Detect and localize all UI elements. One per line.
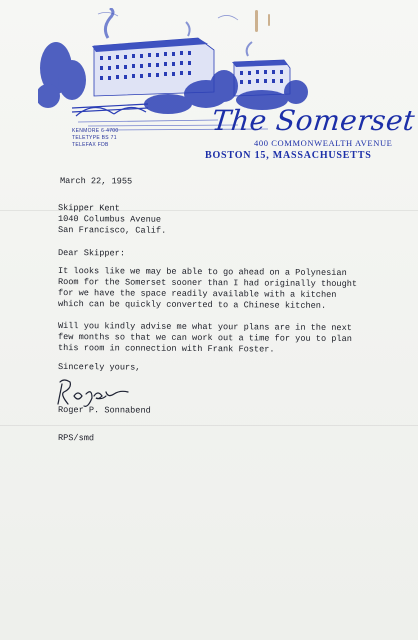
handwritten-signature [50,374,140,424]
signature-name: Roger P. Sonnabend [57,405,151,416]
paragraph1-line: Room for the Somerset sooner than I had originally thought [57,277,358,290]
phone-teletype: TELETYPE BS 71 [72,135,117,141]
hotel-name: The Somerset [210,104,417,137]
salutation: Dear Skipper: [57,248,126,259]
closing: Sincerely yours, [57,362,141,373]
phone-telefax: TELEFAX FDB [72,142,109,148]
city-address: BOSTON 15, MASSACHUSETTS [205,150,372,161]
paragraph2-line: few months so that we can work out a time for you to plan [57,332,352,345]
paragraph1-line: It looks like we may be able to go ahead on a Polynesian [57,266,347,279]
paragraph1-line: which can be quickly converted to a Chinese kitchen. [57,299,327,311]
paper-fold-line [0,425,418,426]
reference-initials: RPS/smd [57,433,95,444]
paragraph2-line: this room in connection with Frank Foster. [57,343,275,355]
phone-kenmore: KENMORE 6-4700 [72,128,119,134]
letter-date: March 22, 1955 [59,176,133,187]
paragraph1-line: for we have the space readily available with a kitchen [57,288,337,300]
paragraph2-line: Will you kindly advise me what your plans are in the next [57,321,352,334]
recipient-street: 1040 Columbus Avenue [57,214,162,225]
recipient-city: San Francisco, Calif. [57,225,167,236]
recipient-name: Skipper Kent [57,203,120,214]
street-address: 400 COMMONWEALTH AVENUE [254,138,393,148]
